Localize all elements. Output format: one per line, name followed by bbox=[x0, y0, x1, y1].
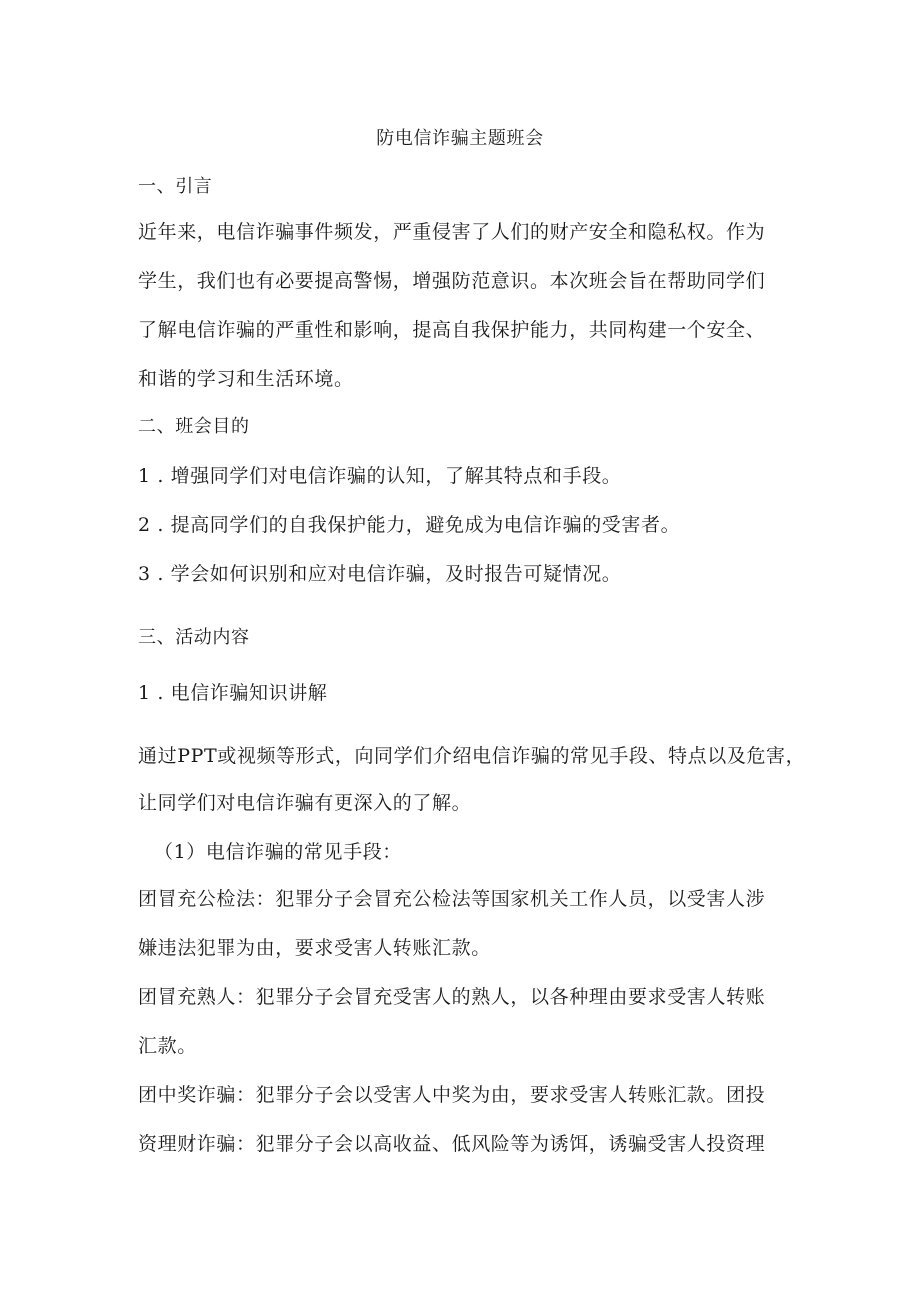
section-heading-activities: 三、活动内容 bbox=[138, 627, 250, 648]
paragraph-line: 了解电信诈骗的严重性和影响，提高自我保护能力，共同构建一个安全、 bbox=[138, 319, 766, 341]
paragraph-line: 资理财诈骗：犯罪分子会以高收益、低风险等为诱饵，诱骗受害人投资理 bbox=[138, 1133, 766, 1155]
paragraph-line: 近年来，电信诈骗事件频发，严重侵害了人们的财产安全和隐私权。作为 bbox=[138, 221, 766, 243]
paragraph-line: 学生，我们也有必要提高警惕，增强防范意识。本次班会旨在帮助同学们 bbox=[138, 270, 766, 292]
paragraph-line: 让同学们对电信诈骗有更深入的了解。 bbox=[138, 792, 472, 814]
paragraph-line: 嫌违法犯罪为由，要求受害人转账汇款。 bbox=[138, 937, 491, 959]
page-title: 防电信诈骗主题班会 bbox=[376, 128, 544, 149]
paragraph-line: 通过PPT或视频等形式，向同学们介绍电信诈骗的常见手段、特点以及危害， bbox=[138, 745, 806, 767]
list-item: 1 . 电信诈骗知识讲解 bbox=[138, 682, 328, 704]
section-heading-objectives: 二、班会目的 bbox=[138, 416, 250, 437]
subsection-heading: （1）电信诈骗的常见手段： bbox=[154, 841, 402, 863]
paragraph-line: 团冒充公检法：犯罪分子会冒充公检法等国家机关工作人员，以受害人涉 bbox=[138, 888, 766, 910]
paragraph-line: 团中奖诈骗：犯罪分子会以受害人中奖为由，要求受害人转账汇款。团投 bbox=[138, 1084, 766, 1106]
list-item: 1 . 增强同学们对电信诈骗的认知，了解其特点和手段。 bbox=[138, 465, 622, 487]
paragraph-line: 团冒充熟人：犯罪分子会冒充受害人的熟人，以各种理由要求受害人转账 bbox=[138, 986, 766, 1008]
list-item: 2 . 提高同学们的自我保护能力，避免成为电信诈骗的受害者。 bbox=[138, 514, 681, 536]
paragraph-line: 和谐的学习和生活环境。 bbox=[138, 368, 354, 390]
paragraph-line: 汇款。 bbox=[138, 1035, 197, 1057]
section-heading-introduction: 一、引言 bbox=[138, 176, 213, 197]
list-item: 3 . 学会如何识别和应对电信诈骗，及时报告可疑情况。 bbox=[138, 563, 622, 585]
